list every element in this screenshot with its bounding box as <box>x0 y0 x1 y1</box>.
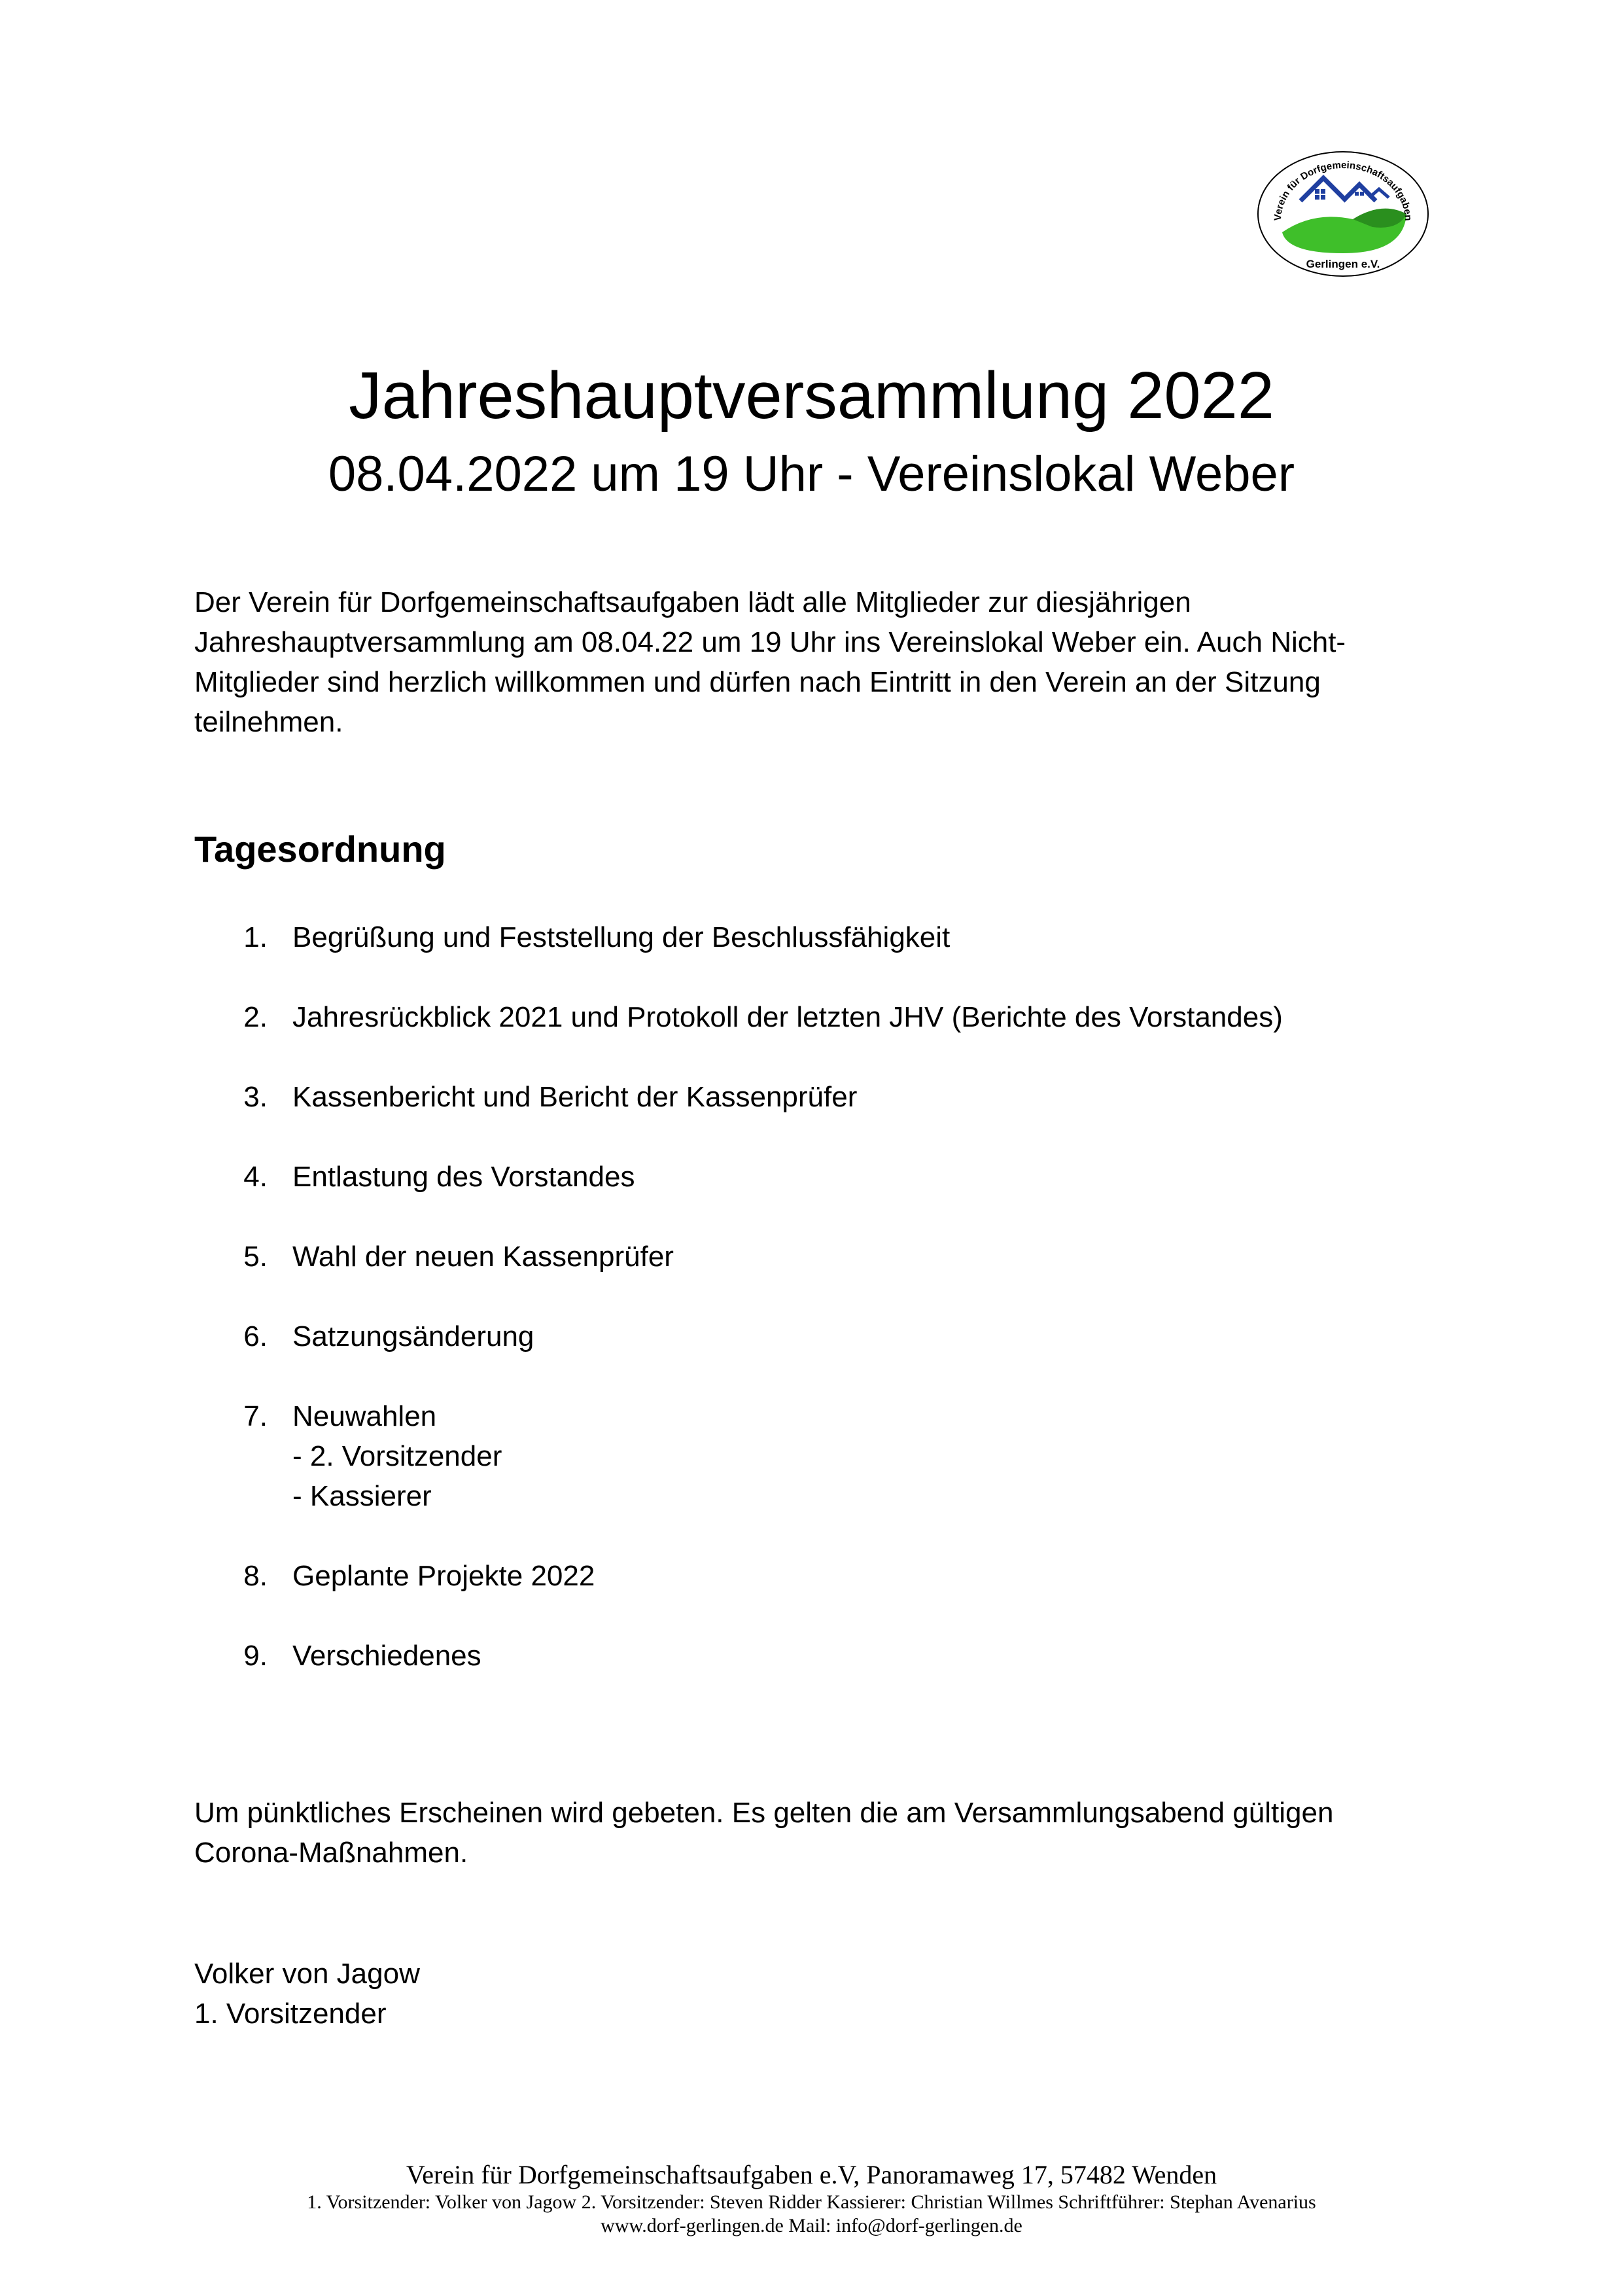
page-title: Jahreshauptversammlung 2022 <box>349 359 1274 433</box>
footer <box>0 2159 1623 2238</box>
agenda-item-text: Geplante Projekte 2022 <box>292 1560 595 1592</box>
agenda-item-body <box>292 1396 502 1516</box>
agenda-item-text: Neuwahlen <box>292 1400 437 1432</box>
agenda-item-text: Begrüßung und Feststellung der Beschlussfähigkeit <box>292 921 951 953</box>
agenda-item-number: 2. <box>243 1001 268 1033</box>
agenda-item <box>194 1636 1437 1676</box>
agenda-item-number: 4. <box>243 1161 268 1193</box>
agenda-heading: Tagesordnung <box>194 828 446 870</box>
agenda-item <box>194 1157 1437 1197</box>
agenda-item-text: Jahresrückblick 2021 und Protokoll der letzten JHV (Berichte des Vorstandes) <box>292 1001 1283 1033</box>
agenda-subitem: - Kassierer <box>292 1480 432 1512</box>
agenda-item-text: Entlastung des Vorstandes <box>292 1161 635 1193</box>
agenda-item-number: 5. <box>243 1241 268 1273</box>
signature-name: Volker von Jagow <box>194 1958 420 1990</box>
agenda-item-number: 8. <box>243 1560 268 1592</box>
agenda-item <box>194 1396 1437 1516</box>
agenda-item-number: 1. <box>243 921 268 953</box>
club-logo-graphic <box>1255 149 1431 279</box>
intro-paragraph: Der Verein für Dorfgemeinschaftsaufgaben lädt alle Mitglieder zur diesjährigen Jahreshauptversammlung am 08.04.22 um 19 Uhr ins Vereinslokal Weber ein. Auch Nicht-Mitglieder sind herzlich willkommen und dürfen nach Eintritt in den Verein an der Sitzung teilnehmen. <box>194 586 1346 738</box>
agenda-list <box>194 917 1437 1716</box>
agenda-item <box>194 1316 1437 1356</box>
agenda-item <box>194 917 1437 957</box>
agenda-item-text: Wahl der neuen Kassenprüfer <box>292 1241 674 1273</box>
agenda-item-number: 9. <box>243 1640 268 1672</box>
title-block <box>0 353 1623 507</box>
agenda-item-number: 3. <box>243 1081 268 1113</box>
agenda-item-number: 6. <box>243 1320 268 1352</box>
logo-text-bottom: Gerlingen e.V. <box>1306 258 1380 270</box>
agenda-item-number: 7. <box>243 1400 268 1432</box>
agenda-item <box>194 1237 1437 1277</box>
agenda-item <box>194 1556 1437 1596</box>
agenda-item <box>194 997 1437 1037</box>
signature-block <box>194 1954 420 2034</box>
agenda-item <box>194 1077 1437 1117</box>
footer-contact: www.dorf-gerlingen.de Mail: info@dorf-gerlingen.de <box>601 2215 1022 2236</box>
agenda-subitem: - 2. Vorsitzender <box>292 1440 502 1472</box>
agenda-item-text: Kassenbericht und Bericht der Kassenprüfer <box>292 1081 858 1113</box>
agenda-item-text: Verschiedenes <box>292 1640 481 1672</box>
page-subtitle: 08.04.2022 um 19 Uhr - Vereinslokal Weber <box>328 446 1295 502</box>
club-logo <box>1255 149 1431 279</box>
footer-address: Verein für Dorfgemeinschaftsaufgaben e.V, Panoramaweg 17, 57482 Wenden <box>406 2160 1217 2189</box>
footer-board: 1. Vorsitzender: Volker von Jagow 2. Vorsitzender: Steven Ridder Kassierer: Christian Willmes Schriftführer: Stephan Avenarius <box>307 2191 1316 2213</box>
signature-role: 1. Vorsitzender <box>194 1998 387 2030</box>
agenda-item-text: Satzungsänderung <box>292 1320 534 1352</box>
closing-paragraph: Um pünktliches Erscheinen wird gebeten. Es gelten die am Versammlungsabend gültigen Corona-Maßnahmen. <box>194 1797 1334 1869</box>
logo-text-top: Verein für Dorfgemeinschaftsaufgaben <box>1272 159 1414 221</box>
